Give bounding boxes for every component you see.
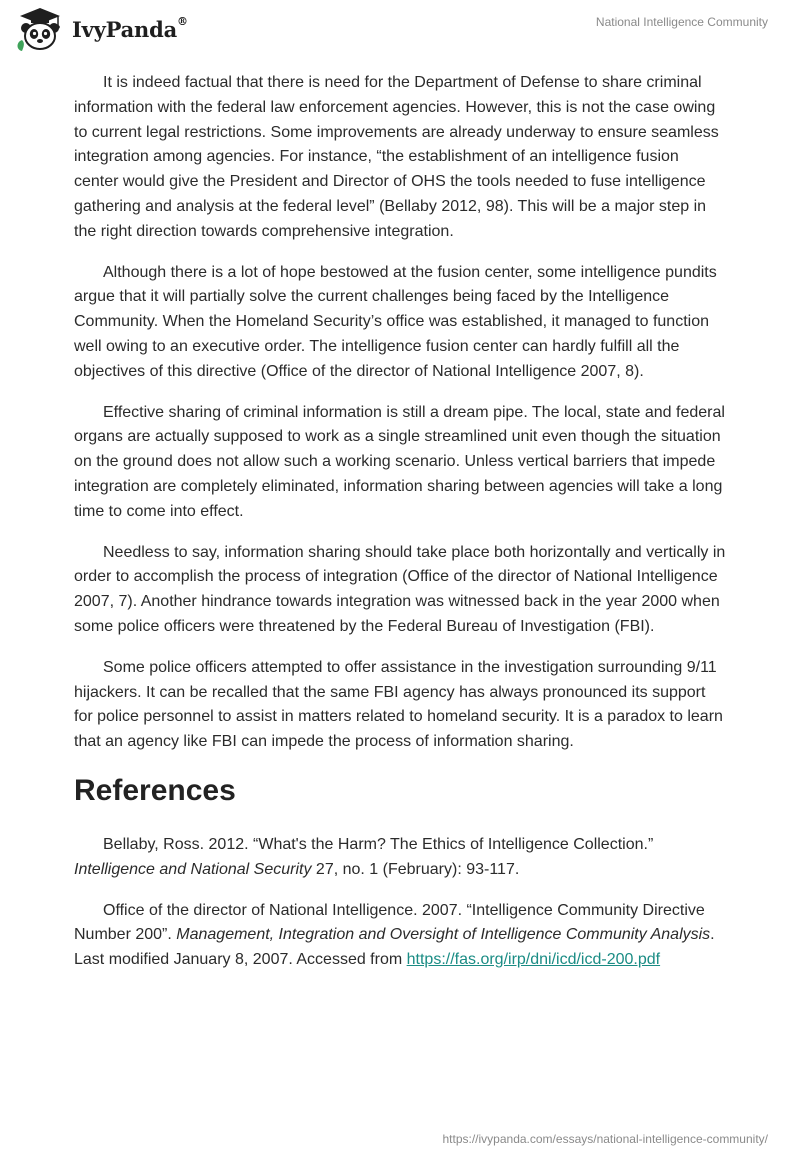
references-heading: References [74,773,236,807]
reference-details: . Last modified January 8, 2007. Accessed from [74,926,715,969]
brand-text: IvyPanda [72,16,178,42]
paragraph: Needless to say, information sharing should take place both horizontally and vertically in order to accomplish the process of integration (Office of the director of National Intelligence 2007, 7). Another hindrance towards integration was witnessed back in the year 2000 when some police officers were threatened by the Federal Bureau of Investigation (FBI). [74,543,726,635]
document-title: National Intelligence Community [595,15,768,29]
reference-link[interactable]: https://fas.org/irp/dni/icd/icd-200.pdf [406,951,661,969]
reference-text: Office of the director of National Intelligence. 2007. “Intelligence Community Directive Number 200”. [74,901,705,944]
page-url: https://ivypanda.com/essays/national-intelligence-community/ [442,1132,768,1146]
paragraph: It is indeed factual that there is need for the Department of Defense to share criminal information with the federal law enforcement agencies. However, this is not the case owing to current legal restrictions. Some improvements are already underway to ensure seamless integration among agencies. For instance, “the establishment of an intelligence fusion center would give the President and Director of OHS the tools needed to fuse intelligence gathering and analysis at the federal level” (Bellaby 2012, 98). This will be a major step in the right direction towards comprehensive integration. [74,74,719,240]
paragraph: Although there is a lot of hope bestowed at the fusion center, some intelligence pundits argue that it will partially solve the current challenges being faced by the Intelligence Community. When the Homeland Security’s office was established, it managed to function well owing to an executive order. The intelligence fusion center can hardly fulfill all the objectives of this directive (Office of the director of National Intelligence 2007, 8). [74,263,717,380]
registered-mark: ® [177,14,188,28]
brand-name [72,14,188,42]
essay-content [74,71,726,989]
reference-source: Management, Integration and Oversight of Intelligence Community Analysis [176,926,711,944]
paragraph: Some police officers attempted to offer assistance in the investigation surrounding 9/11 hijackers. It can be recalled that the same FBI agency has always pronounced its support for police personnel to assist in matters related to homeland security. It is a paradox to learn that an agency like FBI can impede the process of information sharing. [74,658,723,751]
reference-text: Bellaby, Ross. 2012. “What's the Harm? The Ethics of Intelligence Collection.” [103,835,654,853]
ivypanda-logo[interactable] [14,6,188,52]
reference-details: 27, no. 1 (February): 93-117. [311,860,520,878]
reference-source: Intelligence and National Security [74,860,312,878]
reference-item [74,833,726,883]
panda-graduation-icon [14,6,66,52]
page-header [0,0,800,60]
paragraph: Effective sharing of criminal information is still a dream pipe. The local, state and federal organs are actually supposed to work as a single streamlined unit even though the situation on the ground does not allow such a working scenario. Unless vertical barriers that impede integration are completely eliminated, information sharing between agencies will take a long time to come into effect. [74,403,725,520]
reference-item [74,899,726,973]
